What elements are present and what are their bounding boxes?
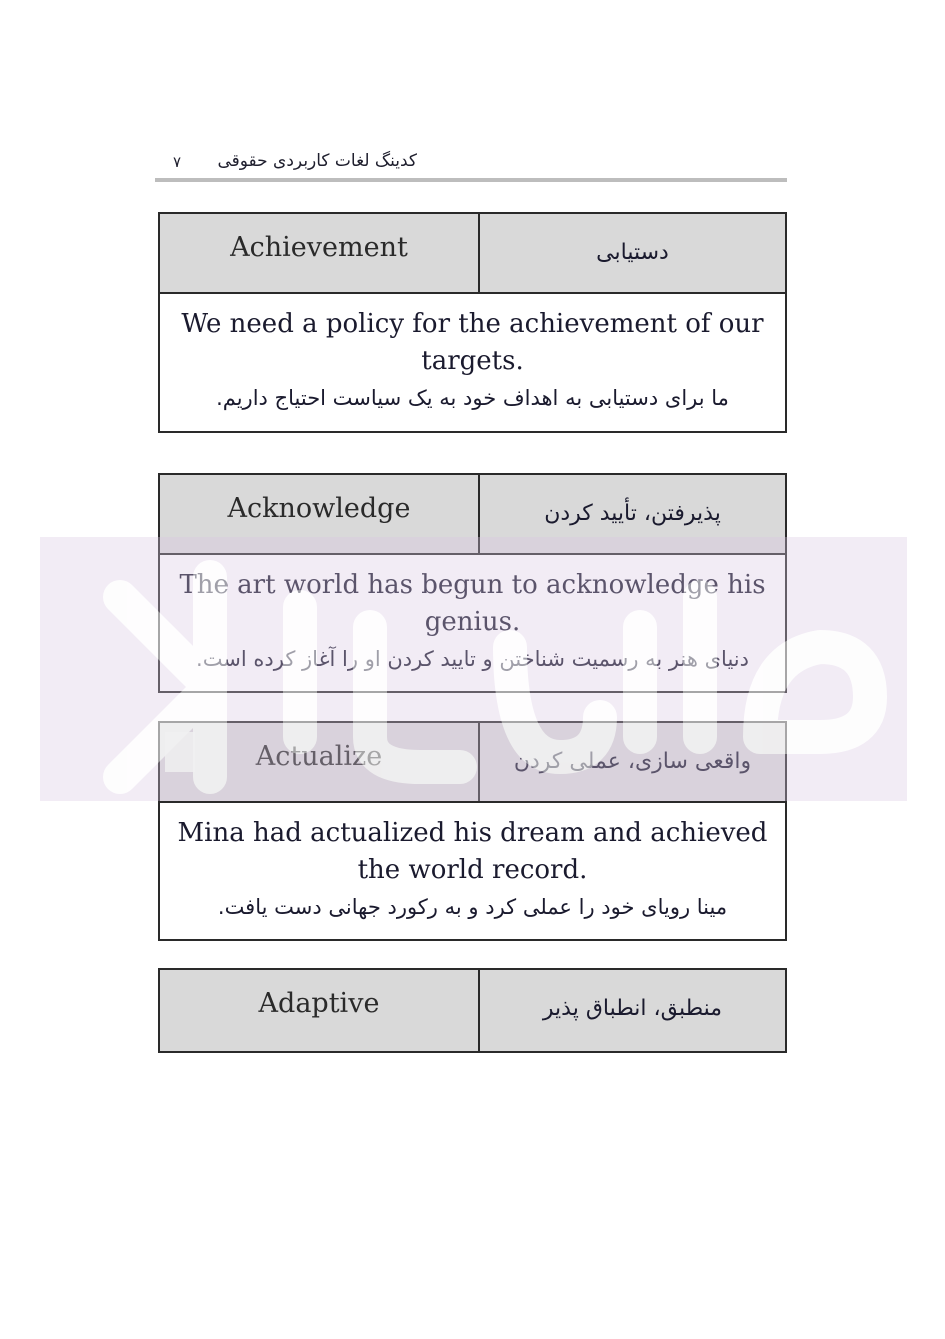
- entry-header-row: [160, 214, 785, 294]
- vocab-entry-achievement: [158, 212, 787, 433]
- entry-example: [160, 803, 785, 925]
- vocab-entry-adaptive: [158, 968, 787, 1053]
- example-persian: مینا رویای خود را عملی کرد و به رکورد جهانی دست یافت.: [217, 895, 728, 919]
- persian-meaning: منطبق، انطباق پذیر: [542, 996, 723, 1021]
- entry-example: [160, 555, 785, 677]
- english-term: Adaptive: [160, 970, 480, 1051]
- english-term: Actualize: [160, 723, 480, 801]
- vocab-entry-actualize: [158, 721, 787, 941]
- entry-example: [160, 294, 785, 416]
- persian-meaning: واقعی سازی، عملی کردن: [513, 749, 752, 774]
- example-english: The art world has begun to acknowledge his genius.: [179, 570, 766, 637]
- example-persian: ما برای دستیابی به اهداف خود به یک سیاست احتیاج داریم.: [216, 386, 729, 410]
- page-number: ۷: [173, 153, 182, 171]
- header-divider: [155, 178, 787, 182]
- entry-header-row: [160, 723, 785, 803]
- example-english: We need a policy for the achievement of our targets.: [181, 309, 764, 376]
- vocab-entry-acknowledge: [158, 473, 787, 693]
- english-term: Achievement: [160, 214, 480, 292]
- persian-meaning: پذیرفتن، تأیید کردن: [544, 501, 721, 526]
- entry-header-row: [160, 970, 785, 1051]
- entry-header-row: [160, 475, 785, 555]
- persian-meaning: دستیابی: [596, 240, 669, 265]
- page-header: [155, 148, 787, 178]
- example-persian: دنیای هنر به رسمیت شناختن و تایید کردن او را آغاز کرده است.: [196, 647, 749, 671]
- example-english: Mina had actualized his dream and achieved the world record.: [177, 818, 768, 885]
- book-title: کدینگ لغات کاربردی حقوقی: [217, 151, 417, 171]
- english-term: Acknowledge: [160, 475, 480, 553]
